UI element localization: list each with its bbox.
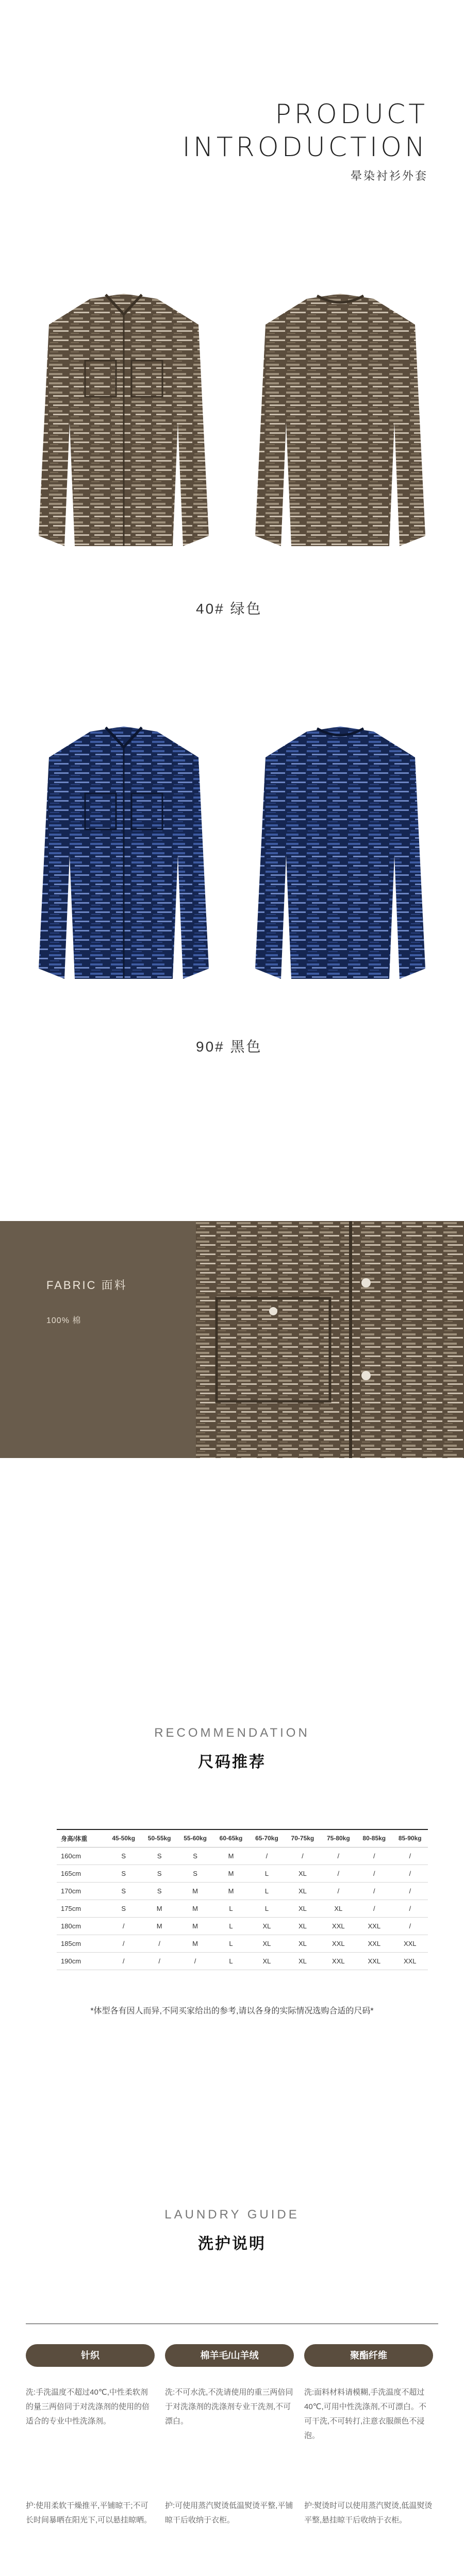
size-value-cell: XXL xyxy=(356,1917,392,1935)
size-height-cell: 165cm xyxy=(57,1865,106,1882)
color-label-black: 90# 黑色 xyxy=(196,1039,262,1055)
green-shirt-back-image xyxy=(245,289,436,556)
size-table-row xyxy=(57,1882,428,1900)
size-value-cell: / xyxy=(321,1865,356,1882)
care-care-text: 护:可使用蒸汽熨烫低温熨烫平整,平铺晾干后收纳于衣柜。 xyxy=(165,2501,293,2524)
size-value-cell: S xyxy=(141,1882,177,1900)
care-label: 针织 xyxy=(26,2344,155,2367)
size-value-cell: XXL xyxy=(392,1935,428,1952)
green-shirt-front-image xyxy=(28,289,219,556)
size-value-cell: / xyxy=(392,1917,428,1935)
size-value-cell: XL xyxy=(285,1935,320,1952)
size-value-cell: / xyxy=(249,1847,285,1865)
size-value-cell: / xyxy=(392,1882,428,1900)
product-title-line1: PRODUCT xyxy=(275,99,428,130)
size-header-cell: 45-50kg xyxy=(106,1829,141,1847)
size-value-cell: S xyxy=(106,1847,141,1865)
size-value-cell: / xyxy=(106,1952,141,1970)
size-value-cell: XL xyxy=(285,1882,320,1900)
size-value-cell: / xyxy=(356,1865,392,1882)
size-header-cell: 80-85kg xyxy=(356,1829,392,1847)
size-value-cell: XL xyxy=(321,1900,356,1917)
size-header-cell: 75-80kg xyxy=(321,1829,356,1847)
care-care-text: 护:使用柔软干燥推平,平铺晾干;不可长时间暴晒在阳光下,可以悬挂晾晒。 xyxy=(26,2501,152,2524)
size-value-cell: L xyxy=(213,1952,248,1970)
care-label: 聚酯纤维 xyxy=(304,2344,433,2367)
size-value-cell: L xyxy=(213,1917,248,1935)
size-value-cell: XL xyxy=(285,1917,320,1935)
size-header-cell: 55-60kg xyxy=(177,1829,213,1847)
size-value-cell: M xyxy=(177,1935,213,1952)
size-value-cell: M xyxy=(177,1882,213,1900)
product-subtitle: 晕染衬衫外套 xyxy=(350,170,428,182)
size-value-cell: M xyxy=(213,1882,248,1900)
size-value-cell: S xyxy=(177,1865,213,1882)
care-wash-text: 洗:不可水洗,不洗请使用的重三两倍同于对洗涤剂的洗涤剂专业干洗剂,不可漂白。 xyxy=(165,2388,293,2426)
size-value-cell: / xyxy=(356,1882,392,1900)
size-value-cell: M xyxy=(177,1917,213,1935)
size-table-header-row xyxy=(57,1829,428,1847)
size-value-cell: / xyxy=(106,1917,141,1935)
size-value-cell: L xyxy=(213,1900,248,1917)
care-label: 棉羊毛/山羊绒 xyxy=(165,2344,294,2367)
size-table-row xyxy=(57,1847,428,1865)
size-section-title-en: RECOMMENDATION xyxy=(154,1726,310,1740)
size-value-cell: / xyxy=(392,1847,428,1865)
size-section-title-cn: 尺码推荐 xyxy=(198,1754,266,1771)
fabric-title: FABRIC 面料 xyxy=(46,1279,127,1292)
size-height-cell: 175cm xyxy=(57,1900,106,1917)
care-wash-text: 洗:面料材料请模糊,手洗温度不超过40℃,可用中性洗涤剂,不可漂白。不可干洗,不可转打,注意衣服颜色不浸泡。 xyxy=(304,2388,426,2440)
size-height-cell: 190cm xyxy=(57,1952,106,1970)
size-value-cell: L xyxy=(249,1900,285,1917)
size-value-cell: XL xyxy=(285,1952,320,1970)
size-value-cell: XL xyxy=(285,1900,320,1917)
size-value-cell: / xyxy=(177,1952,213,1970)
size-height-cell: 160cm xyxy=(57,1847,106,1865)
size-value-cell: S xyxy=(106,1882,141,1900)
size-table-row xyxy=(57,1865,428,1882)
size-header-cell: 50-55kg xyxy=(141,1829,177,1847)
size-value-cell: XL xyxy=(249,1952,285,1970)
size-value-cell: S xyxy=(141,1865,177,1882)
size-value-cell: XXL xyxy=(321,1935,356,1952)
size-value-cell: XXL xyxy=(392,1952,428,1970)
care-section-title-en: LAUNDRY GUIDE xyxy=(164,2208,300,2222)
size-header-cell: 身高/体重 xyxy=(57,1829,106,1847)
size-value-cell: / xyxy=(392,1900,428,1917)
size-value-cell: M xyxy=(141,1917,177,1935)
care-care-text: 护:熨烫时可以使用蒸汽熨烫,低温熨烫平整,悬挂晾干后收纳于衣柜。 xyxy=(304,2501,433,2524)
size-value-cell: L xyxy=(249,1882,285,1900)
care-wash-text: 洗:手洗温度不超过40℃,中性柔软剂的量三两倍同于对洗涤剂的使用的倍适合的专业中性洗涤剂。 xyxy=(26,2388,150,2426)
size-value-cell: / xyxy=(106,1935,141,1952)
color-label-green: 40# 绿色 xyxy=(196,601,262,617)
size-table-row xyxy=(57,1952,428,1970)
size-value-cell: / xyxy=(356,1900,392,1917)
size-note: *体型各有因人而异,不同买家给出的参考,请以各身的实际情况选购合适的尺码* xyxy=(90,2007,374,2015)
size-value-cell: XL xyxy=(249,1917,285,1935)
fabric-composition: 100% 棉 xyxy=(46,1316,81,1325)
size-header-cell: 70-75kg xyxy=(285,1829,320,1847)
size-value-cell: / xyxy=(285,1847,320,1865)
black-shirt-back-image xyxy=(245,721,436,989)
size-height-cell: 180cm xyxy=(57,1917,106,1935)
size-value-cell: XL xyxy=(249,1935,285,1952)
size-value-cell: M xyxy=(177,1900,213,1917)
size-header-cell: 85-90kg xyxy=(392,1829,428,1847)
care-section-title-cn: 洗护说明 xyxy=(198,2235,266,2252)
size-value-cell: L xyxy=(213,1935,248,1952)
size-value-cell: / xyxy=(321,1847,356,1865)
size-value-cell: S xyxy=(106,1900,141,1917)
product-title-line2: INTRODUCTION xyxy=(182,132,428,163)
black-shirt-front-image xyxy=(28,721,219,989)
size-table-row xyxy=(57,1900,428,1917)
size-value-cell: XXL xyxy=(356,1935,392,1952)
size-header-cell: 65-70kg xyxy=(249,1829,285,1847)
size-value-cell: / xyxy=(321,1882,356,1900)
fabric-closeup-image xyxy=(196,1221,464,1458)
size-value-cell: S xyxy=(177,1847,213,1865)
size-value-cell: / xyxy=(141,1952,177,1970)
size-value-cell: L xyxy=(249,1865,285,1882)
size-value-cell: M xyxy=(141,1900,177,1917)
size-value-cell: / xyxy=(356,1847,392,1865)
size-table xyxy=(57,1829,428,1970)
size-value-cell: M xyxy=(213,1847,248,1865)
size-height-cell: 185cm xyxy=(57,1935,106,1952)
size-value-cell: S xyxy=(106,1865,141,1882)
size-value-cell: S xyxy=(141,1847,177,1865)
size-value-cell: XXL xyxy=(321,1952,356,1970)
product-title xyxy=(183,98,428,164)
size-value-cell: XL xyxy=(285,1865,320,1882)
size-header-cell: 60-65kg xyxy=(213,1829,248,1847)
size-height-cell: 170cm xyxy=(57,1882,106,1900)
size-table-row xyxy=(57,1935,428,1952)
size-value-cell: / xyxy=(392,1865,428,1882)
size-value-cell: / xyxy=(141,1935,177,1952)
size-value-cell: XXL xyxy=(356,1952,392,1970)
size-value-cell: XXL xyxy=(321,1917,356,1935)
size-table-row xyxy=(57,1917,428,1935)
size-value-cell: M xyxy=(213,1865,248,1882)
